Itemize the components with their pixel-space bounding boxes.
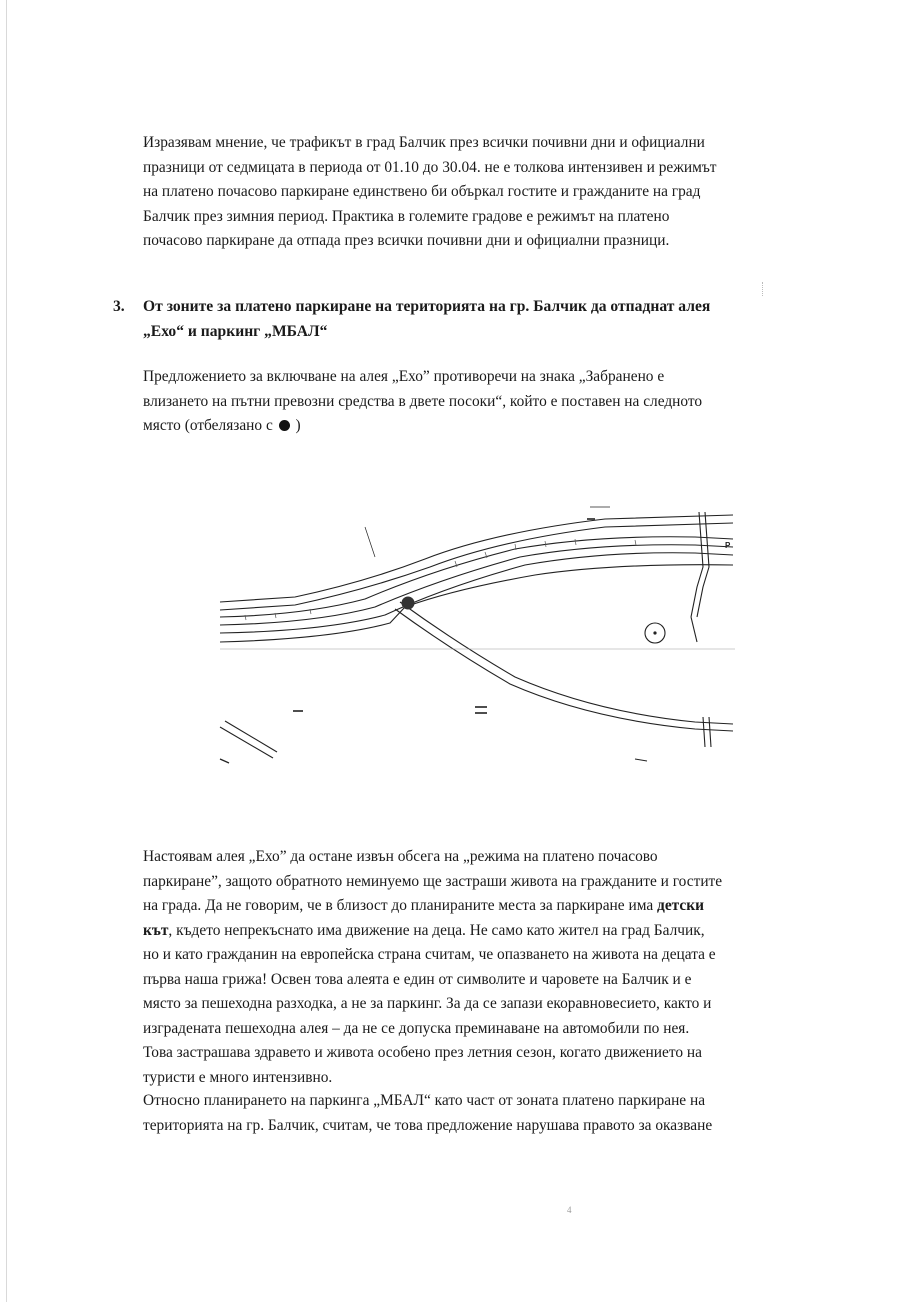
paragraph-line: място за пешеходна разходка, а не за паркинг. За да се запази екоравновесието, както и — [143, 995, 712, 1012]
paragraph-line: Това застрашава здравето и живота особено през летния сезон, когато движението на — [143, 1044, 702, 1061]
no-entry-marker — [402, 597, 415, 610]
heading-line: От зоните за платено паркиране на територията на гр. Балчик да отпаднат алея — [143, 298, 711, 315]
paragraph-line: Относно планирането на паркинга „МБАЛ“ като част от зоната платено паркиране на — [143, 1092, 706, 1109]
paragraph-line: на града. Да не говорим, че в близост до планираните места за паркиране има — [143, 897, 658, 914]
paragraph-line: територията на гр. Балчик, считам, че това предложение нарушава правото за оказване — [143, 1116, 713, 1134]
paragraph-line: туристи е много интензивно. — [143, 1068, 333, 1086]
paragraph-line: място (отбелязано с — [143, 417, 273, 434]
paragraph-line: изградената пешеходна алея – да не се допуска преминаване на автомобили по нея. — [143, 1019, 690, 1037]
paragraph-line: Балчик през зимния период. Практика в големите градове е режимът на платено — [143, 207, 670, 225]
bold-phrase: кът — [143, 921, 169, 939]
paragraph-line: Настоявам алея „Ехо” да остане извън обсега на „режима на платено почасово — [143, 848, 658, 865]
street-map-diagram — [215, 497, 740, 772]
section-number: 3. — [113, 298, 125, 315]
paragraph-line: ) — [291, 417, 301, 434]
paragraph-opinion — [143, 131, 823, 254]
paragraph-line: , където непрекъснато има движение на деца. Не само като жител на град Балчик, — [168, 921, 705, 939]
paragraph-mbal-parking — [143, 1089, 813, 1138]
paragraph-line: Изразявам мнение, че трафикът в град Балчик през всички почивни дни и официални — [143, 134, 705, 151]
map-road-lines — [220, 507, 735, 763]
map-equal-marks — [293, 519, 595, 713]
bold-phrase: детски — [657, 897, 704, 914]
paragraph-line: Предложението за включване на алея „Ехо” противоречи на знака „Забранено е — [143, 368, 665, 385]
paragraph-line: паркиране”, защото обратното неминуемо ще застраши живота на гражданите и гостите — [143, 872, 723, 890]
paragraph-line: празници от седмицата в периода от 01.10 до 30.04. не е толкова интензивен и режимът — [143, 158, 717, 176]
heading-line: „Ехо“ и паркинг „МБАЛ“ — [143, 323, 328, 340]
paragraph-line: влизането на пътни превозни средства в двете посоки“, който е поставен на следното — [143, 392, 703, 410]
page-mark: 4 — [567, 1205, 572, 1215]
paragraph-line: почасово паркиране да отпада през всички почивни дни и официални празници. — [143, 232, 670, 249]
map-tick-marks — [245, 539, 636, 620]
paragraph-line: първа наша грижа! Освен това алеята е един от символите и чаровете на Балчик и е — [143, 970, 692, 988]
section-3-heading — [113, 294, 813, 344]
parking-label: P — [725, 541, 731, 550]
scan-edge-line — [6, 0, 7, 1302]
paragraph-proposal — [143, 365, 813, 439]
paragraph-line: но и като гражданин на европейска страна считам, че опазването на живота на децата е — [143, 946, 716, 963]
paragraph-line: на платено почасово паркиране единствено би объркал гостите и гражданите на град — [143, 183, 701, 200]
black-dot-icon — [279, 420, 290, 431]
paragraph-echo-alley — [143, 845, 823, 1090]
